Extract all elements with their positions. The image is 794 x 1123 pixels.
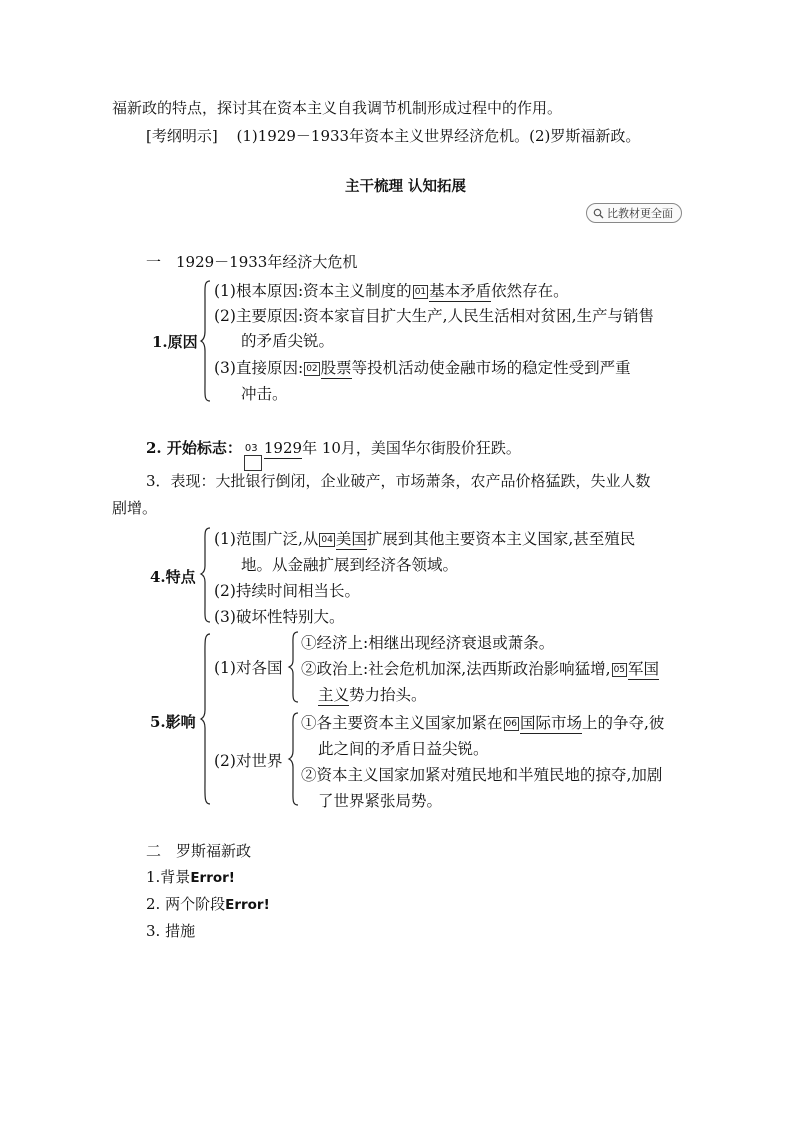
keyword: 1929 — [263, 439, 303, 457]
feature-1-cont: 地。从金融扩展到经济各领域。 — [241, 556, 459, 574]
blank-box-icon — [244, 455, 262, 471]
error-text: Error! — [190, 870, 235, 886]
stage-line — [146, 893, 270, 914]
section-title: 主干梳理 认知拓展 — [345, 179, 467, 195]
blank-number: 01 — [414, 287, 427, 297]
bg-line — [146, 866, 235, 887]
syllabus-text: (1)1929－1933年资本主义世界经济危机。(2)罗斯福新政。 — [236, 127, 641, 145]
cause-label: 1.原因 — [152, 333, 198, 351]
syllabus-line — [146, 125, 640, 146]
part2-heading: 二 罗斯福新政 — [146, 842, 252, 860]
start-label: 2. 开始标志： — [146, 439, 242, 457]
feature-label: 4.特点 — [150, 568, 196, 586]
feature-3: (3)破坏性特别大。 — [214, 608, 345, 626]
impact-each-b-cont: 主义势力抬头。 — [318, 686, 427, 704]
impact-world-a: ①各主要资本主义国家加紧在 06 国际市场上的争夺,彼 — [301, 714, 665, 732]
impact-each-b: ②政治上:社会危机加深,法西斯政治影响猛增, 05 军国 — [301, 660, 660, 678]
error-text: Error! — [225, 897, 270, 913]
keyword: 美国 — [335, 530, 367, 548]
keyword: 主义 — [318, 686, 350, 704]
keyword: 军国 — [628, 660, 660, 678]
keyword: 股票 — [320, 359, 352, 377]
cause-direct: (3)直接原因: 02 股票等投机活动使金融市场的稳定性受到严重 — [214, 359, 631, 377]
bg-label: 1.背景 — [146, 868, 191, 886]
cause-direct-2: 冲击。 — [241, 385, 288, 403]
measure-label: 3. 措施 — [146, 922, 196, 940]
show-line-2: 剧增。 — [112, 499, 158, 517]
cause-brace — [200, 279, 212, 404]
feature-brace — [200, 526, 212, 624]
cause-main-2: 的矛盾尖锐。 — [241, 332, 335, 350]
impact-world-b: ②资本主义国家加紧对殖民地和半殖民地的掠夺,加剧 — [301, 766, 663, 784]
blank-number: 04 — [321, 535, 333, 545]
blank-number: 05 — [613, 665, 626, 675]
cause-main-1: (2)主要原因:资本家盲目扩大生产,人民生活相对贫困,生产与销售 — [214, 307, 655, 325]
impact-brace — [200, 632, 212, 806]
search-icon — [593, 208, 604, 219]
impact-world-a-cont: 此之间的矛盾日益尖锐。 — [318, 740, 489, 758]
impact-world-b-cont: 了世界紧张局势。 — [318, 792, 443, 810]
cause-root: (1)根本原因:资本主义制度的 01 基本矛盾依然存在。 — [214, 282, 569, 300]
impact-world-brace — [288, 711, 300, 807]
impact-each-label: (1)对各国 — [214, 659, 283, 677]
badge-label: 比教材更全面 — [607, 207, 673, 220]
blank-number: 06 — [505, 719, 517, 729]
feature-2: (2)持续时间相当长。 — [214, 582, 360, 600]
blank-number: 02 — [306, 364, 318, 374]
impact-world-label: (2)对世界 — [214, 752, 283, 770]
blank-number: 03 — [244, 443, 258, 454]
keyword: 基本矛盾 — [429, 282, 492, 300]
impact-each-brace — [288, 630, 300, 704]
part1-heading: 一 1929－1933年经济大危机 — [146, 253, 358, 271]
syllabus-tag: [考纲明示] — [146, 127, 218, 145]
show-line-1: 3．表现：大批银行倒闭，企业破产，市场萧条，农产品价格猛跌，失业人数 — [146, 472, 651, 490]
start-line: 2. 开始标志： 03 1929年 10月，美国华尔街股价狂跌。 — [146, 437, 521, 458]
more-complete-badge — [586, 203, 682, 223]
feature-1: (1)范围广泛,从 04 美国扩展到其他主要资本主义国家,甚至殖民 — [214, 530, 636, 548]
impact-label: 5.影响 — [150, 713, 196, 731]
keyword: 国际市场 — [519, 714, 582, 732]
impact-each-a: ①经济上:相继出现经济衰退或萧条。 — [301, 634, 555, 652]
intro-line: 福新政的特点，探讨其在资本主义自我调节机制形成过程中的作用。 — [112, 99, 563, 117]
stage-label: 2. 两个阶段 — [146, 895, 226, 913]
